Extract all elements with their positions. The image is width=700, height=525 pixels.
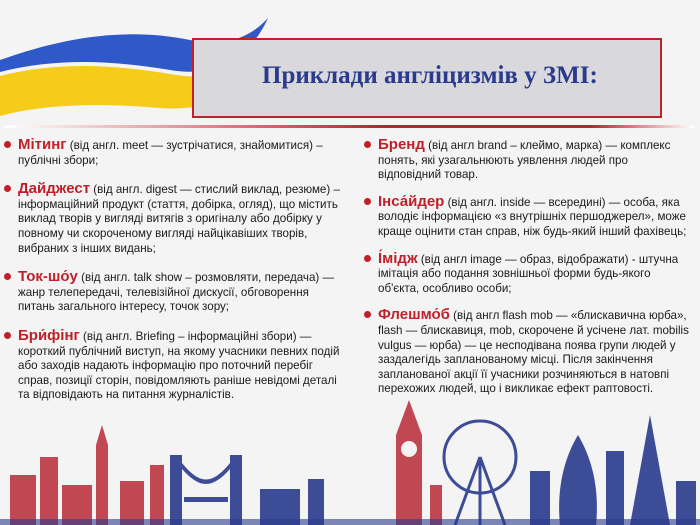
definition: (від англ brand – клеймо, марка) — комплекс понять, які узагальнюють уявлення людей про відповідний товар.: [378, 139, 671, 182]
term: Флешмо́б: [378, 306, 450, 324]
divider: [4, 124, 694, 130]
bullet-icon: [4, 185, 11, 192]
definition: (від англ image — образ, відображати) - штучна імітація або подання зовнішньої форми будь-якого об'єкта, особливо особи;: [378, 252, 679, 295]
term: Мітинг: [18, 136, 67, 153]
list-item: [4, 182, 342, 256]
bullet-icon: [4, 141, 11, 148]
definition: (від англ. Briefing – інформаційні збори) — короткий публічний виступ, на якому учасники певних подій або заходів надають інформацію про поточний перебіг справ, позиції сторін, повідомляють раніше невідомі деталі та відповідають на питання журналістів.: [18, 329, 340, 402]
list-item: [4, 270, 342, 315]
definition: (від англ. inside — всередині) — особа, яка володіє інформацією «з внутрішніх першоджерел», може краще оцінити стан справ, ніж будь-який інший фахівець;: [378, 195, 687, 238]
list-item: [4, 326, 342, 403]
bullet-icon: [4, 332, 11, 339]
bullet-icon: [364, 198, 371, 205]
bullet-icon: [364, 311, 371, 318]
list-item: [364, 192, 690, 240]
definition: (від англ. talk show – розмовляти, передача) — жанр телепередачі, телевізійної дискусії, обговорення питань загального інтересу, точок зору;: [18, 271, 335, 314]
term: Бри́фінг: [18, 326, 80, 344]
list-item: [364, 138, 690, 183]
definition: (від англ. meet — зустрічатися, знайомитися) – публічні збори;: [18, 139, 323, 167]
bullet-icon: [4, 273, 11, 280]
term: Дайджест: [18, 180, 91, 198]
term: Бренд: [378, 136, 425, 153]
term: Інса́йдер: [378, 192, 445, 210]
list-item: [364, 308, 690, 397]
bullet-icon: [364, 255, 371, 262]
page-title: Приклади англіцизмів у ЗМІ:: [262, 62, 598, 89]
term: Ток-шо́у: [18, 268, 78, 286]
right-column: [364, 138, 690, 409]
bullet-icon: [364, 141, 371, 148]
list-item: [364, 249, 690, 297]
left-column: [4, 138, 342, 417]
definition: (від англ. digest — стислий виклад, резюме) – інформаційний продукт (стаття, добірка, огляд), що містить виклад творів у вигляді витягів з оригіналу або добірку у повному чи скороченому вигляді найцікавіших творів, вибраних з інших видань;: [18, 183, 340, 255]
term: І́мідж: [378, 249, 418, 267]
definition: (від англ flash mob — «блискавична юрба», flash — блискавиця, mob, скорочене й усічене лат. mobilis vulgus — юрба) — це несподівана поява групи людей у заздалегідь запланованому місці. Після закінчення запланованої акції її учасники розчиняються в натовпі перехожих людей, що і викликає ефект раптовості.: [378, 309, 689, 396]
header: [0, 0, 700, 128]
list-item: [4, 138, 342, 168]
